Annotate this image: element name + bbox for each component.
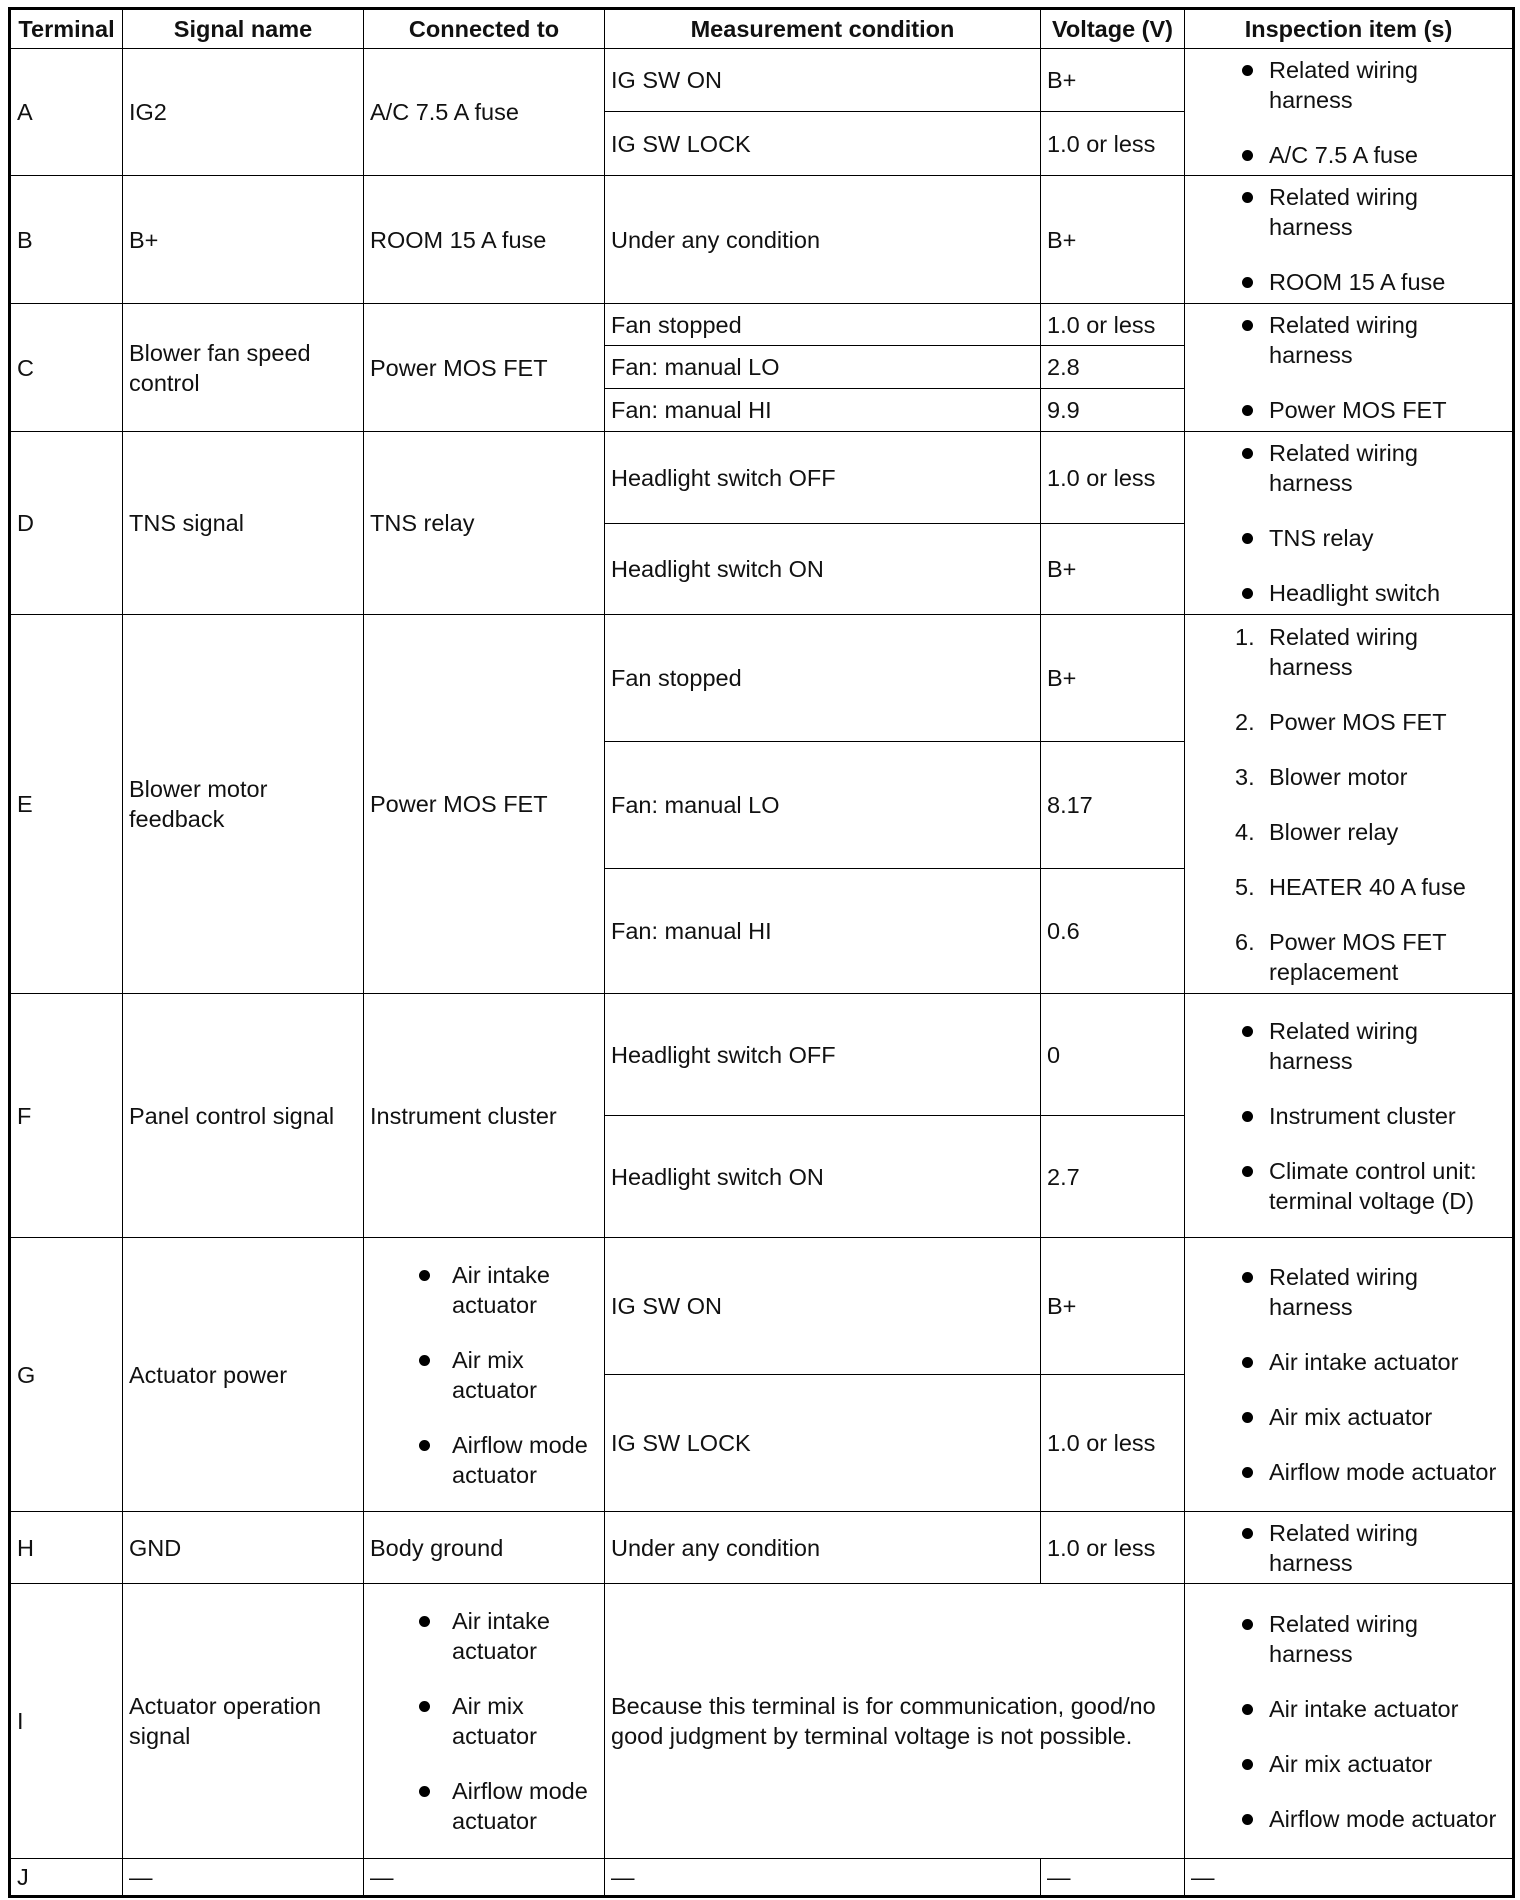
connected-to-cell: TNS relay: [364, 432, 605, 615]
table-row: [10, 432, 1514, 524]
terminal-cell: B: [10, 176, 123, 304]
voltage-cell: 1.0 or less: [1041, 1375, 1185, 1512]
inspection-cell: [1185, 432, 1514, 615]
signal-name-cell: Blower motor feedback: [123, 615, 364, 994]
list-item: Related wiring harness: [1191, 1518, 1506, 1578]
terminal-cell: H: [10, 1512, 123, 1584]
connected-to-list: [370, 1606, 598, 1836]
table-row: [10, 1238, 1514, 1375]
inspection-list: [1191, 1016, 1506, 1216]
inspection-cell: [1185, 304, 1514, 432]
list-item: Air intake actuator: [1191, 1694, 1506, 1724]
voltage-cell: 1.0 or less: [1041, 1512, 1185, 1584]
condition-cell: Fan: manual HI: [605, 869, 1041, 994]
list-item: 3. Blower motor: [1235, 763, 1408, 790]
condition-cell: Fan: manual LO: [605, 346, 1041, 389]
inspection-list: [1191, 1518, 1506, 1578]
list-item: A/C 7.5 A fuse: [1191, 140, 1506, 170]
voltage-cell: B+: [1041, 176, 1185, 304]
inspection-cell: [1185, 994, 1514, 1238]
condition-cell: IG SW ON: [605, 49, 1041, 112]
list-item: 4. Blower relay: [1235, 818, 1399, 845]
condition-cell: IG SW LOCK: [605, 112, 1041, 176]
inspection-cell: [1185, 1238, 1514, 1512]
table-row: [10, 994, 1514, 1116]
voltage-cell: B+: [1041, 524, 1185, 615]
terminal-cell: D: [10, 432, 123, 615]
connected-to-cell: ROOM 15 A fuse: [364, 176, 605, 304]
signal-name-cell: IG2: [123, 49, 364, 176]
condition-cell: Headlight switch ON: [605, 1116, 1041, 1238]
condition-cell: IG SW LOCK: [605, 1375, 1041, 1512]
list-item: Related wiring harness: [1191, 182, 1506, 242]
list-item: Power MOS FET: [1191, 395, 1506, 425]
connected-to-cell: [364, 1584, 605, 1859]
list-item: Air intake actuator: [370, 1260, 598, 1320]
voltage-cell: 2.8: [1041, 346, 1185, 389]
list-item: ROOM 15 A fuse: [1191, 267, 1506, 297]
inspection-cell: [1185, 1584, 1514, 1859]
inspection-list: [1191, 55, 1506, 170]
signal-name-cell: Actuator power: [123, 1238, 364, 1512]
voltage-cell: 0.6: [1041, 869, 1185, 994]
header-row: [10, 9, 1514, 49]
table-row: [10, 304, 1514, 346]
communication-note-cell: Because this terminal is for communication, good/no good judgment by terminal voltage is not possible.: [605, 1584, 1185, 1859]
connected-to-cell: Body ground: [364, 1512, 605, 1584]
list-item: Air intake actuator: [1191, 1347, 1506, 1377]
voltage-cell: 2.7: [1041, 1116, 1185, 1238]
table-row: [10, 176, 1514, 304]
table-row: [10, 615, 1514, 742]
voltage-cell: B+: [1041, 1238, 1185, 1375]
header-signal-name: Signal name: [123, 9, 364, 49]
list-item: 6. Power MOS FET replacement: [1235, 928, 1447, 985]
voltage-cell: 8.17: [1041, 742, 1185, 869]
condition-cell: Fan: manual HI: [605, 389, 1041, 432]
inspection-cell: —: [1185, 1859, 1514, 1897]
condition-cell: Headlight switch OFF: [605, 994, 1041, 1116]
list-item: Climate control unit: terminal voltage (D): [1191, 1156, 1506, 1216]
header-voltage: Voltage (V): [1041, 9, 1185, 49]
voltage-cell: —: [1041, 1859, 1185, 1897]
table-row: [10, 1512, 1514, 1584]
voltage-cell: 1.0 or less: [1041, 304, 1185, 346]
inspection-list: [1191, 310, 1506, 425]
signal-name-cell: Actuator operation signal: [123, 1584, 364, 1859]
condition-cell: Under any condition: [605, 1512, 1041, 1584]
connected-to-cell: Power MOS FET: [364, 615, 605, 994]
signal-name-cell: Blower fan speed control: [123, 304, 364, 432]
terminal-cell: I: [10, 1584, 123, 1859]
list-item: Related wiring harness: [1191, 438, 1506, 498]
terminal-voltage-table: [8, 7, 1515, 1898]
condition-cell: Fan: manual LO: [605, 742, 1041, 869]
condition-cell: IG SW ON: [605, 1238, 1041, 1375]
table-row: [10, 1584, 1514, 1859]
condition-cell: Headlight switch OFF: [605, 432, 1041, 524]
terminal-cell: A: [10, 49, 123, 176]
header-measurement-condition: Measurement condition: [605, 9, 1041, 49]
table-row: [10, 1859, 1514, 1897]
connected-to-cell: Instrument cluster: [364, 994, 605, 1238]
list-item: Instrument cluster: [1191, 1101, 1506, 1131]
inspection-list: [1191, 182, 1506, 297]
voltage-cell: 0: [1041, 994, 1185, 1116]
terminal-cell: E: [10, 615, 123, 994]
list-item: Air mix actuator: [1191, 1402, 1506, 1432]
list-item: Headlight switch: [1191, 578, 1506, 608]
list-item: Airflow mode actuator: [370, 1776, 598, 1836]
terminal-cell: G: [10, 1238, 123, 1512]
header-inspection-items: Inspection item (s): [1185, 9, 1514, 49]
table-row: [10, 49, 1514, 112]
list-item: TNS relay: [1191, 523, 1506, 553]
inspection-list: [1191, 1609, 1506, 1834]
connected-to-cell: Power MOS FET: [364, 304, 605, 432]
signal-name-cell: GND: [123, 1512, 364, 1584]
voltage-cell: 1.0 or less: [1041, 112, 1185, 176]
voltage-cell: B+: [1041, 615, 1185, 742]
condition-cell: —: [605, 1859, 1041, 1897]
condition-cell: Fan stopped: [605, 304, 1041, 346]
list-item: Related wiring harness: [1191, 1016, 1506, 1076]
inspection-cell: [1185, 49, 1514, 176]
list-item: Related wiring harness: [1191, 55, 1506, 115]
signal-name-cell: Panel control signal: [123, 994, 364, 1238]
condition-cell: Headlight switch ON: [605, 524, 1041, 615]
list-item: Air intake actuator: [370, 1606, 598, 1666]
connected-to-cell: [364, 1238, 605, 1512]
inspection-list: [1191, 438, 1506, 608]
voltage-cell: B+: [1041, 49, 1185, 112]
list-item: Air mix actuator: [370, 1691, 598, 1751]
connected-to-cell: —: [364, 1859, 605, 1897]
inspection-cell: [1185, 615, 1514, 994]
list-item: 5. HEATER 40 A fuse: [1235, 873, 1466, 900]
list-item: Airflow mode actuator: [1191, 1457, 1506, 1487]
header-connected-to: Connected to: [364, 9, 605, 49]
list-item: Related wiring harness: [1191, 1262, 1506, 1322]
terminal-cell: F: [10, 994, 123, 1238]
signal-name-cell: —: [123, 1859, 364, 1897]
list-item: Related wiring harness: [1191, 310, 1506, 370]
connected-to-list: [370, 1260, 598, 1490]
signal-name-cell: B+: [123, 176, 364, 304]
terminal-cell: J: [10, 1859, 123, 1897]
voltage-cell: 1.0 or less: [1041, 432, 1185, 524]
signal-name-cell: TNS signal: [123, 432, 364, 615]
condition-cell: Fan stopped: [605, 615, 1041, 742]
inspection-numbered-list: [1191, 622, 1506, 987]
list-item: Related wiring harness: [1191, 1609, 1506, 1669]
header-terminal: Terminal: [10, 9, 123, 49]
list-item: Airflow mode actuator: [1191, 1804, 1506, 1834]
list-item: 2. Power MOS FET: [1235, 708, 1447, 735]
voltage-cell: 9.9: [1041, 389, 1185, 432]
inspection-cell: [1185, 176, 1514, 304]
condition-cell: Under any condition: [605, 176, 1041, 304]
list-item: 1. Related wiring harness: [1235, 623, 1418, 680]
list-item: Air mix actuator: [370, 1345, 598, 1405]
terminal-cell: C: [10, 304, 123, 432]
list-item: Airflow mode actuator: [370, 1430, 598, 1490]
connected-to-cell: A/C 7.5 A fuse: [364, 49, 605, 176]
inspection-cell: [1185, 1512, 1514, 1584]
list-item: Air mix actuator: [1191, 1749, 1506, 1779]
inspection-list: [1191, 1262, 1506, 1487]
